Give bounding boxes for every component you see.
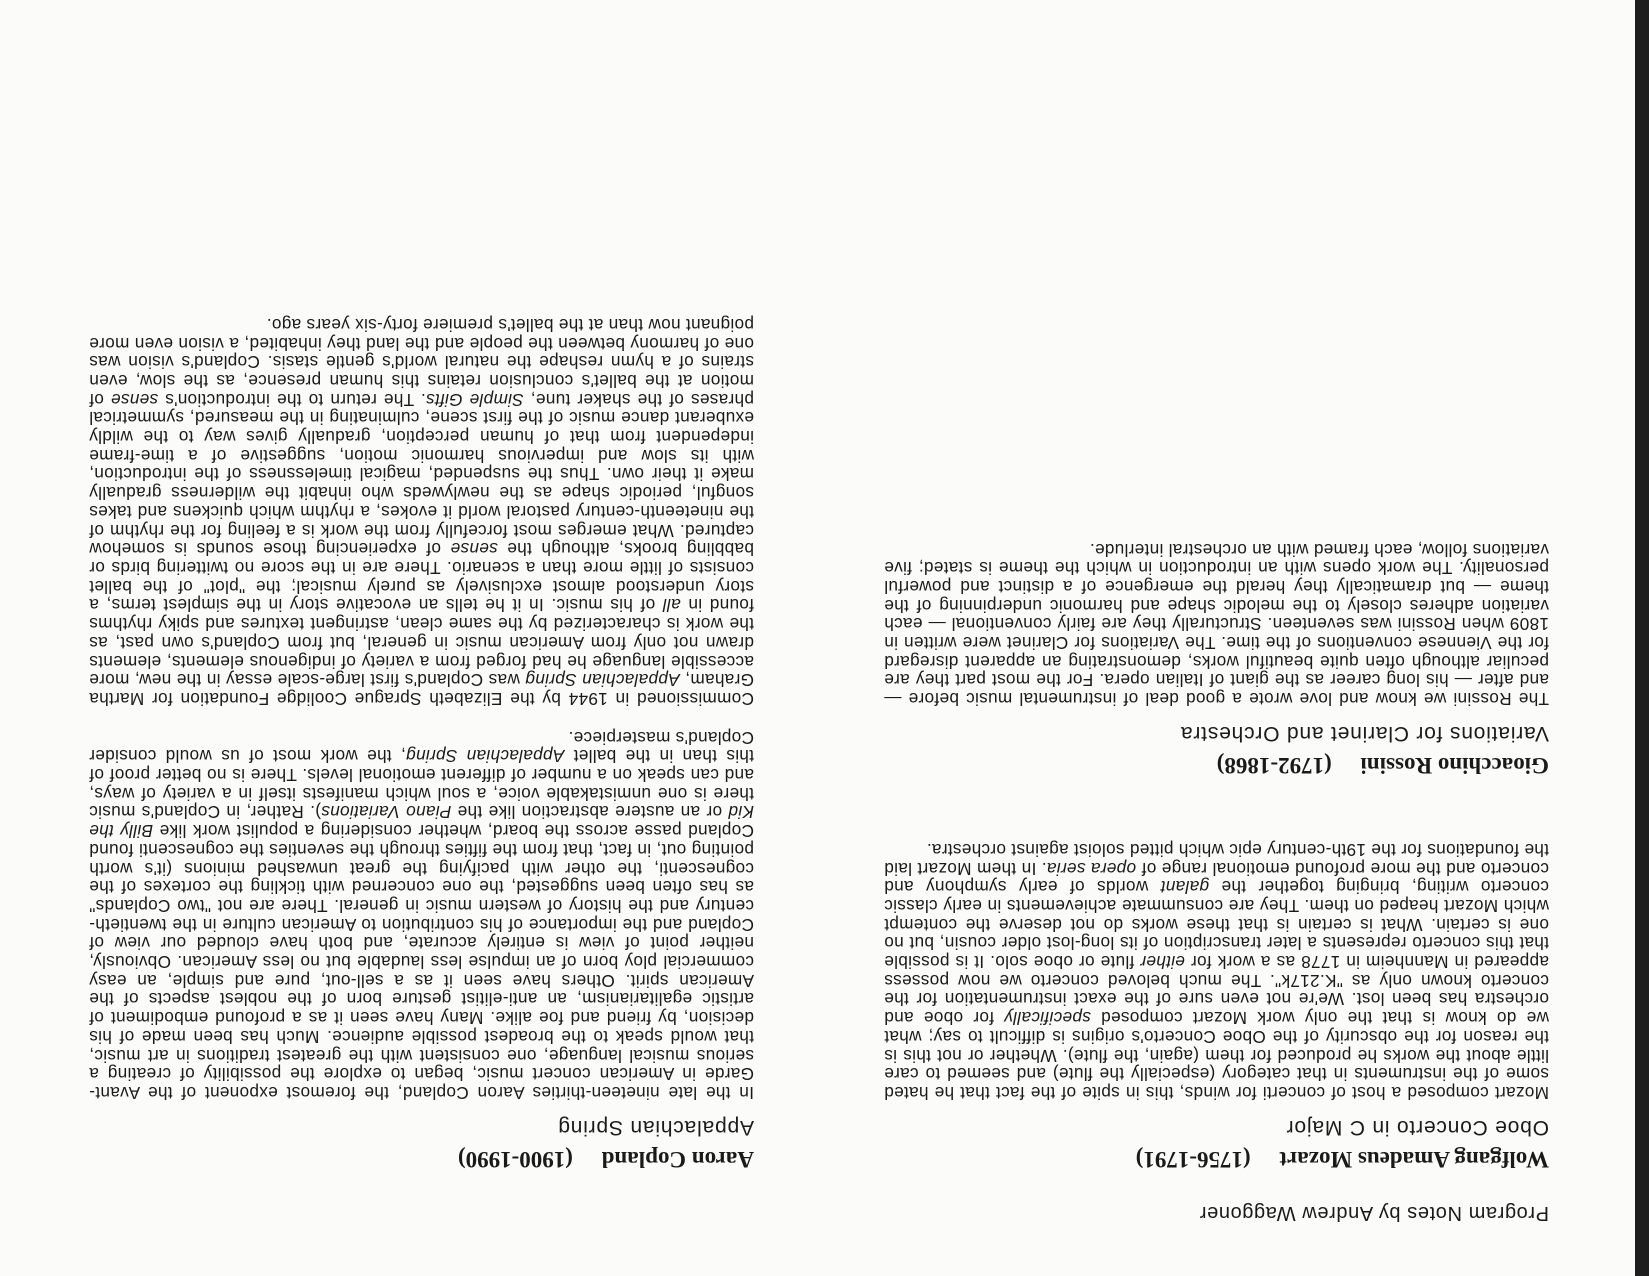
composer-heading-copland	[89, 1142, 754, 1176]
composer-name: Wolfgang Amadeus Mozart	[1279, 1147, 1549, 1172]
composer-dates: (1900-1990)	[457, 1147, 573, 1172]
right-column	[89, 295, 754, 1176]
composer-heading-rossini	[884, 748, 1549, 782]
work-title-oboe-concerto: Oboe Concerto in C Major	[1285, 1116, 1549, 1139]
work-title-appalachian-spring: Appalachian Spring	[557, 1116, 754, 1139]
composer-heading-mozart	[884, 1142, 1549, 1176]
scan-edge	[1635, 0, 1649, 1276]
composer-name: Aaron Copland	[601, 1147, 754, 1172]
composer-dates: (1792-1868)	[1216, 753, 1332, 779]
work-title-variations: Variations for Clarinet and Orchestra	[1180, 722, 1549, 746]
mozart-paragraph: Mozart composed a host of concerti for winds, this in spite of the fact that he hated some of the instruments in that category (especially the flute) and seemed to care little about the works he produced for them (again, the flute). Whether or not this is the reason for the obscurity of the Oboe Concerto's origins is difficult to say; what we do know is that the only work Mozart composed specifically for oboe and orchestra has been lost. We're not even sure of the exact instrumentation for the concerto known only as "K.217k". The much beloved concerto we now possess appeared in Mannheim in 1778 as a work for either flute or oboe solo. It is possible that this concerto represents a later transcription of its long-lost older cousin, but no one is certain. What is certain is that these works do not deserve the contempt which Mozart heaped on them. They are consummate achievements in early classic concerto writing, bringing together the galant worlds of early symphony and concerto and the more profound emotional range of opera seria. In them Mozart laid the foundations for the 19th-century epic which pitted soloist against orchestra.	[883, 839, 1549, 1103]
rossini-paragraph: The Rossini we know and love wrote a good deal of instrumental music before — and after — his long career as the giant of Italian opera. For the most part they are peculiar although often quite beautiful works, demonstrating an apparent disregard for the Viennese conventions of the time. The Variations for Clarinet were written in 1809 when Rossini was seventeen. Structurally they are fairly conventional — each variation adheres closely to the melodic shape and harmonic underpinning of the theme — but dramatically they herald the emergence of a distinct and powerful personality. The work opens with an introduction in which the theme is stated; five variations follow, each framed with an orchestral interlude.	[884, 539, 1549, 710]
left-column	[884, 520, 1549, 1176]
page-header: Program Notes by Andrew Waggoner	[1199, 1202, 1549, 1224]
copland-paragraph-1: In the late nineteen-thirties Aaron Copland, the foremost exponent of the Avant-Garde in American concert music, began to explore the possibility of creating a serious musical language, one consistent with the greatest traditions in art music, that would speak to the broadest possible audience. Much has been made of his decision, by friend and foe alike. Many have seen it as a profound embodiment of artistic egalitarianism, an anti-elitist gesture born of the noblest aspects of the American spirit. Others have seen it as a sell-out, pure and simple, an easy commercial ploy born of an impulse less laudable but no less American. Obviously, neither point of view is entirely accurate, and both have clouded our view of Copland and the importance of his contribution to American culture in the twentieth-century and the history of western music in general. There are not "two Coplands" as has often been suggested, the one concerned with tickling the cortexes of the cognescenti, the other with pacifying the great unwashed minions (it's worth pointing out, in fact, that from the fifties through the seventies the cognescenti found Copland passe across the board, whether considering a populist work like Billy the Kid or an austere abstraction like the Piano Variations). Rather, in Copland's music there is one unmistakable voice, a soul which manifests itself in a variety of ways, and can speak on a number of different emotional levels. There is no better proof of this than in the ballet Appalachian Spring, the work most of us would consider Copland's masterpiece.	[89, 727, 754, 1103]
copland-paragraph-2: Commissioned in 1944 by the Elizabeth Sprague Coolidge Foundation for Martha Graham, Appalachian Spring was Copland's first large-scale essay in the new, more accessible language he had forged from a variety of indigenous elements, elements drawn not only from American music in general, but from Copland's own past, as the work is characterized by the same clean, astringent textures and spiky rhythms found in all of his music. In it he tells an evocative story in the simplest terms, a story understood almost exclusively as purely musical; the "plot" of the ballet consists of little more than a scenario. There are in the score no twittering birds or babbling brooks, although the sense of experiencing those sounds is somehow captured. What emerges most forcefully from the work is a feeling for the rhythm of the nineteenth-century pastoral world it evokes, a rhythm which quickens and takes songful, periodic shape as the newlyweds who inhabit the wilderness gradually make it their own. Thus the suspended, magical timelessness of the introduction, with its slow and impervious harmonic motion, suggestive of a time-frame independent from that of human perception, gradually gives way to the wildly exuberant dance music of the first scene, culminating in the measured, symmetrical phrases of the shaker tune, Simple Gifts. The return to the introduction's sense of motion at the ballet's conclusion retains this human presence, as the slow, even strains of a hymn reshape the natural world's gentle stasis. Copland's vision was one of harmony between the people and the land they inhabited, a vision even more poignant now than at the ballet's premiere forty-six years ago.	[88, 314, 754, 709]
composer-name: Gioacchino Rossini	[1360, 753, 1549, 779]
composer-dates: (1756-1791)	[1135, 1147, 1251, 1172]
